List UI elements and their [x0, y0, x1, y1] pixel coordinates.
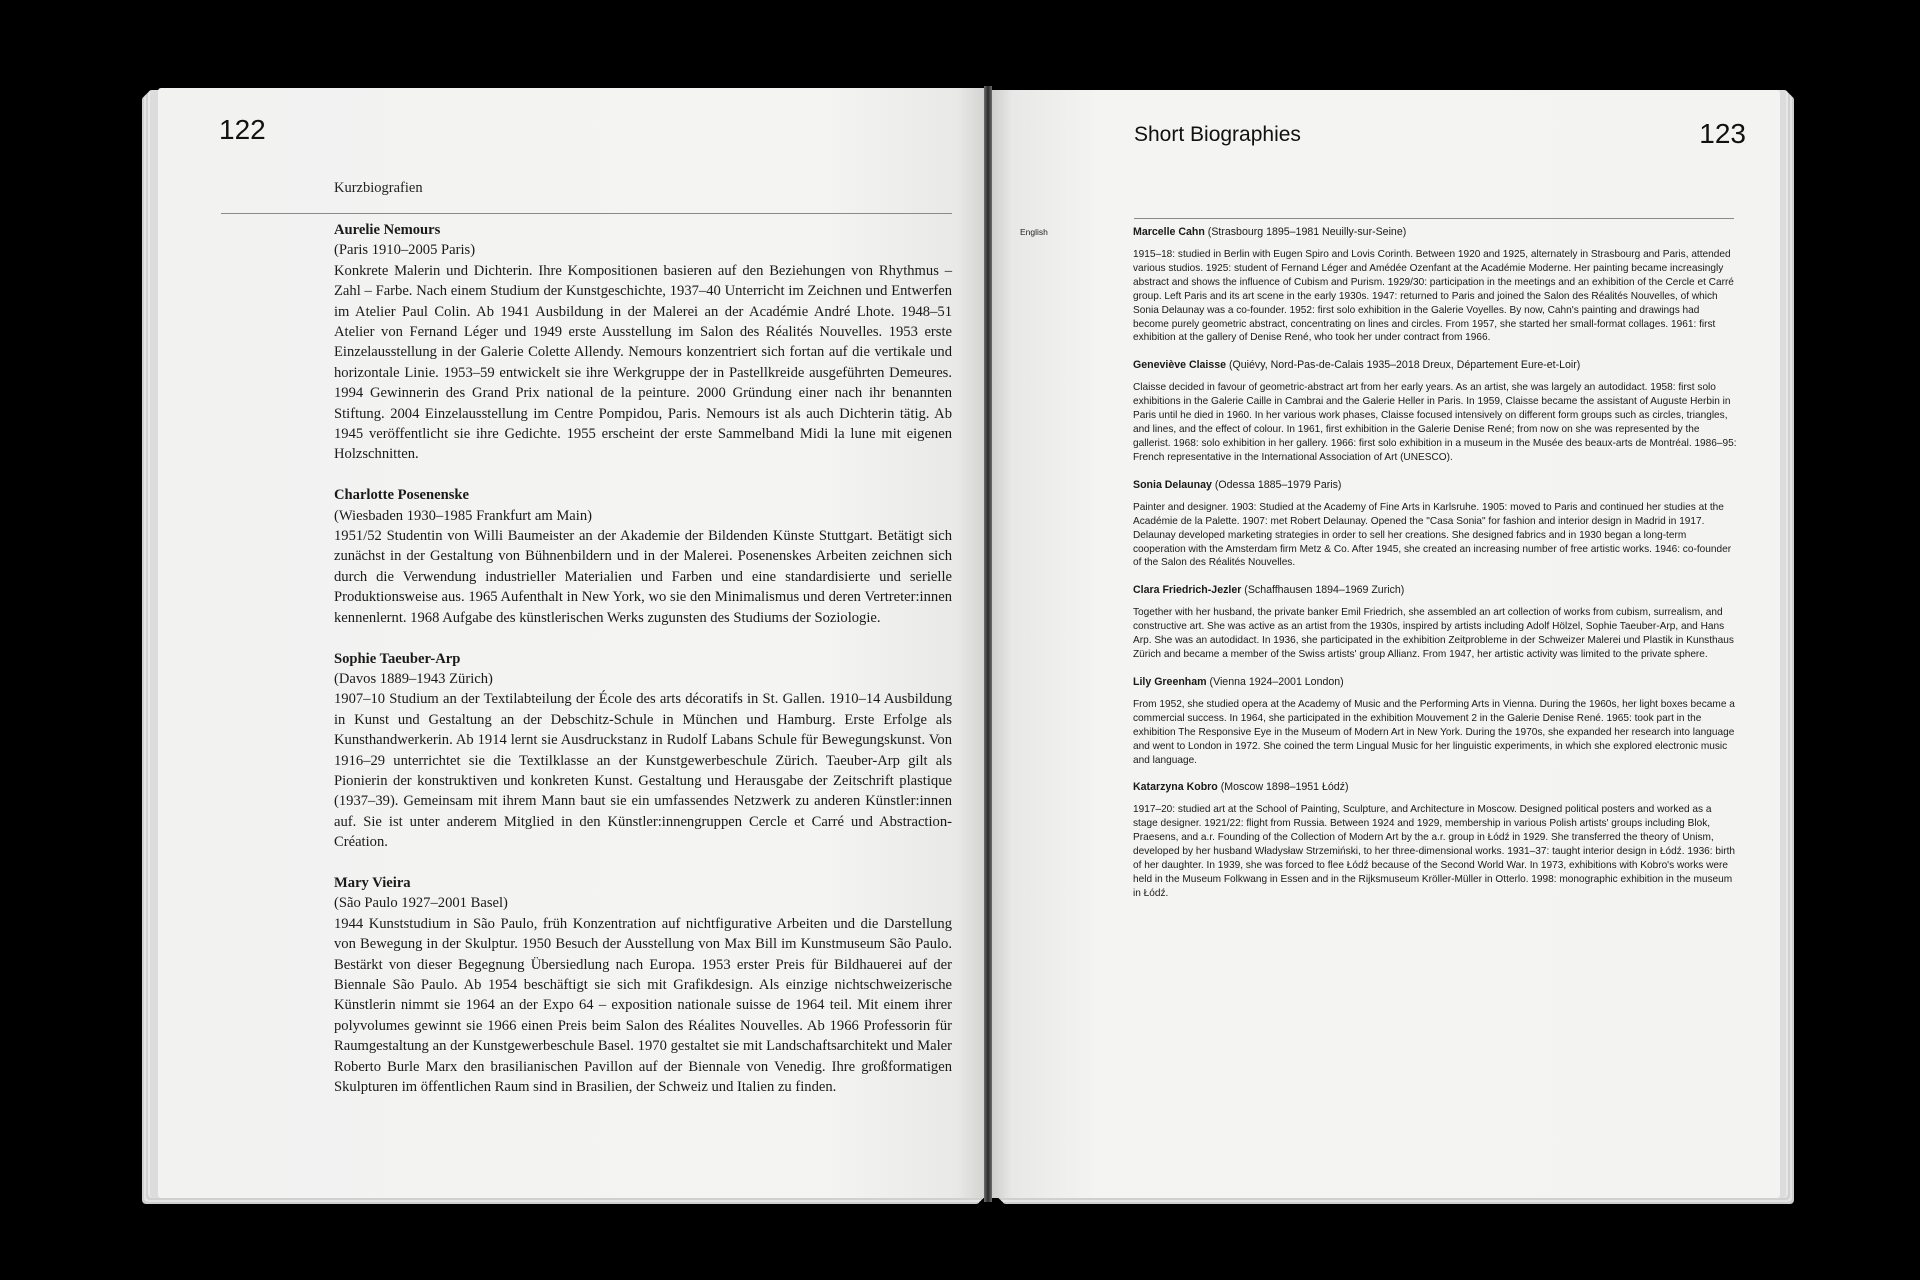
artist-name: Clara Friedrich-Jezler [1133, 584, 1242, 597]
entry-heading [1133, 224, 1738, 240]
artist-bio: Together with her husband, the private banker Emil Friedrich, she assembled an art collection of works from cubism, surrealism, and constructive art. She was active as an artist from the 1930s, inspired by artists including Adolf Hölzel, Sophie Taeuber-Arp, and Hans Arp. She was an autodidact. In 1936, she participated in the exhibition Zeitprobleme in der Schweizer Malerei und Plastik in Kunsthaus Zürich and became a member of the Swiss artists' group Allianz. From 1947, her artistic activity was limited to the private sphere. [1133, 607, 1734, 661]
artist-bio: 1951/52 Studentin von Willi Baumeister an der Akademie der Bildenden Künste Stuttgart. Betätigt sich zunächst in der Gestaltung von Bühnenbildern und in der Malerei. Posenenskes Arbeiten zeichnen sich durch die Verwendung industrieller Materialien und Farben und eine standardisierte und serielle Produktionsweise aus. 1965 Aufenthalt in New York, wo sie den Minimalismus und deren Vertreter:innen kennenlernt. 1968 Aufgabe des künstlerischen Werks zugunsten des Studiums der Soziologie. [334, 528, 952, 626]
entry-heading [1133, 357, 1738, 373]
biography-column-english [1133, 224, 1738, 913]
artist-name: Katarzyna Kobro [1133, 781, 1218, 794]
page-title: Short Biographies [1134, 123, 1301, 146]
artist-bio: 1907–10 Studium an der Textilabteilung der École des arts décoratifs in St. Gallen. 1910–14 Ausbildung in Kunst und Gestaltung an der Debschitz-Schule in München und Hamburg. Erste Erfolge als Kunsthandwerkerin. Ab 1914 lernt sie Ausdruckstanz in Rudolf Labans Schule für Bewegungskunst. Von 1916–29 unterrichtet sie die Textilklasse an der Kunstgewerbeschule Zürich. Taeuber-Arp gilt als Pionierin der konstruktiven und konkreten Kunst. Gestaltung und Herausgabe der Zeitschrift plastique (1937–39). Gemeinsam mit ihrem Mann baut sie ein umfassendes Netzwerk zu anderen Künstler:innen auf. Sie ist unter anderem Mitglied in den Künstler:innengruppen Cercle et Carré und Abstraction-Création. [334, 691, 952, 851]
entry-heading [1133, 477, 1738, 493]
biography-column-german [334, 220, 952, 1118]
biography-entry [1133, 224, 1738, 345]
artist-bio: Konkrete Malerin und Dichterin. Ihre Kompositionen basieren auf den Beziehungen von Rhythmus – Zahl – Farbe. Nach einem Studium der Kunstgeschichte, 1937–40 Unterricht im Zeichnen und Entwerfen im Atelier Paul Colin. Ab 1941 Ausbildung in der Malerei an der Académie André Lhote. 1948–51 Atelier von Fernand Léger und 1949 erste Ausstellung im Salon des Réalités Nouvelles. 1953 erste Einzelausstellung in der Galerie Colette Allendy. Nemours konzentriert sich fortan auf die vertikale und horizontale Linie. 1953–59 entwickelt sie ihre Werkgruppe der in Pastellkreide ausgeführten Demeures. 1994 Gewinnerin des Grand Prix national de la peinture. 2000 Gründung einer nach ihr benannten Stiftung. 2004 Einzelausstellung im Centre Pompidou, Paris. Nemours ist als auch Dichterin tätig. Ab 1945 veröffentlicht sie ihre Gedichte. 1955 erscheint der erste Sammelband Midi la lune mit eigenen Holzschnitten. [334, 262, 952, 463]
artist-bio: 1917–20: studied art at the School of Painting, Sculpture, and Architecture in Moscow. Designed political posters and worked as a stage designer. 1921/22: flight from Russia. Between 1924 and 1929, membership in various Polish artists' groups including Blok, Praesens, and a.r. Founding of the Collection of Modern Art by the a.r. group in Łódź in 1929. She transferred the theory of Unism, developed by her husband Władysław Strzemiński, to her three-dimensional works. 1931–37: taught interior design in Łódź. 1936: birth of her daughter. In 1939, she was forced to flee Łódź because of the Second World War. In 1973, exhibitions with Kobro's works were held in the Museum Folkwang in Essen and in the Rijksmuseum Kröller-Müller in Otterlo. 1998: monographic exhibition in the museum in Łódź. [1133, 804, 1736, 899]
header-rule-right [1134, 218, 1734, 219]
biography-entry [334, 649, 952, 853]
biography-entry [1133, 582, 1738, 662]
artist-dates: (Schaffhausen 1894–1969 Zurich) [1244, 584, 1405, 597]
artist-bio: From 1952, she studied opera at the Academy of Music and the Performing Arts in Vienna. During the 1960s, her light boxes became a commercial success. In 1964, she participated in the exhibition Mouvement 2 in the Galerie Denise René. 1965: took part in the exhibition The Responsive Eye in the Museum of Modern Art in New York. During the 1970s, she expanded her research into language and went to London in 1972. She coined the term Lingual Music for her linguistic experiments, in which she explored electronic music and language. [1133, 698, 1735, 766]
entry-heading [1133, 674, 1738, 690]
artist-dates: (Moscow 1898–1951 Łódź) [1220, 781, 1349, 794]
artist-dates: (Davos 1889–1943 Zürich) [334, 670, 493, 687]
page-number-left: 122 [219, 114, 266, 145]
artist-name: Mary Vieira [334, 874, 411, 891]
artist-dates: (São Paulo 1927–2001 Basel) [334, 895, 508, 912]
artist-dates: (Odessa 1885–1979 Paris) [1214, 478, 1342, 491]
artist-name: Aurelie Nemours [334, 222, 441, 238]
biography-entry [1133, 357, 1738, 464]
left-page [158, 88, 990, 1198]
artist-dates: (Strasbourg 1895–1981 Neuilly-sur-Seine) [1207, 226, 1407, 238]
artist-name: Geneviève Claisse [1133, 359, 1227, 372]
artist-name: Charlotte Posenenske [334, 487, 469, 504]
entry-heading [1133, 582, 1738, 598]
page-number-right: 123 [1699, 118, 1746, 149]
artist-dates: (Quiévy, Nord-Pas-de-Calais 1935–2018 Dreux, Département Eure-et-Loir) [1229, 359, 1581, 372]
artist-name: Lily Greenham [1133, 675, 1207, 688]
artist-dates: (Wiesbaden 1930–1985 Frankfurt am Main) [334, 507, 592, 524]
language-label: English [1020, 227, 1048, 237]
artist-name: Sophie Taeuber-Arp [334, 650, 461, 667]
right-page [988, 90, 1780, 1198]
header-rule-left [221, 213, 952, 214]
biography-entry [1133, 477, 1738, 571]
artist-bio: Painter and designer. 1903: Studied at the Academy of Fine Arts in Karlsruhe. 1905: moved to Paris and continued her studies at the Académie de la Palette. 1907: met Robert Delaunay. Opened the "Casa Sonia" for fashion and interior design in Madrid in 1917. Delaunay developed marketing strategies in order to sell her creations. She designed fabrics and in 1930 began a long-term cooperation with the Amsterdam firm Metz & Co. After 1945, she created an increasing number of free artistic works. 1946: co-founder of the Salon des Réalités Nouvelles. [1133, 501, 1732, 569]
biography-entry [334, 873, 952, 1097]
book-gutter [984, 86, 992, 1202]
artist-bio: 1944 Kunststudium in São Paulo, früh Konzentration auf nichtfigurative Arbeiten und die Darstellung von Bewegung in der Skulptur. 1950 Besuch der Ausstellung von Max Bill im Kunstmuseum São Paulo. Bestärkt von dieser Begegnung Übersiedlung nach Europa. 1953 erster Preis für Bildhauerei auf der Biennale São Paulo. Ab 1954 beschäftigt sie sich mit Grafikdesign. Als einzige nichtschweizerische Künstlerin nimmt sie 1964 an der Expo 64 – exposition nationale suisse de 1964 teil. Mit einem ihrer polyvolumes gewinnt sie 1966 einen Preis beim Salon des Réalites Nouvelles. Ab 1966 Professorin für Raumgestaltung an der Kunstgewerbeschule Basel. 1970 gestaltet sie mit Landschaftsarchitekt und Maler Roberto Burle Marx den brasilianischen Pavillon auf der Biennale von Venedig. Ihre großformatigen Skulpturen im öffentlichen Raum sind in Brasilien, der Schweiz und Italien zu finden. [334, 915, 952, 1096]
artist-name: Sonia Delaunay [1133, 478, 1212, 491]
biography-entry [334, 485, 952, 628]
artist-name: Marcelle Cahn [1133, 226, 1205, 238]
artist-dates: (Vienna 1924–2001 London) [1209, 675, 1344, 688]
artist-bio: 1915–18: studied in Berlin with Eugen Spiro and Lovis Corinth. Between 1920 and 1925, alternately in Strasbourg and Paris, attended various studios. 1925: student of Fernand Léger and Amédée Ozenfant at the Académie Moderne. Her painting became increasingly abstract and shows the influence of Cubism and Purism. 1929/30: participation in the meetings and an exhibition of the Cercle et Carré group. Left Paris and its art scene in the early 1930s. 1947: returned to Paris and joined the Salon des Réalités Nouvelles, of which Sonia Delaunay was a co-founder. 1952: first solo exhibition in the Galerie Voyelles. By now, Cahn's painting and drawings had become purely geometric abstract, concentrating on lines and circles. From 1957, she started her small-format collages. 1961: first exhibition at the gallery of Denise René, who took her under contract from 1966. [1133, 249, 1734, 344]
entry-heading [1133, 779, 1738, 795]
biography-entry [334, 220, 952, 465]
artist-bio: Claisse decided in favour of geometric-abstract art from her early years. As an artist, she was largely an autodidact. 1958: first solo exhibitions in the Galerie Caille in Cambrai and the Galerie Heller in Paris. In 1959, Claisse became the assistant of Auguste Herbin in Paris until he died in 1960. In her various work phases, Claisse focused intensively on different form groups such as circles, triangles, and lines, and the effect of colour. In 1961, first exhibition in the Galerie Denise René; from now on she was represented by the gallerist. 1968: solo exhibition in her gallery. 1966: first solo exhibition in a museum in the Musée des beaux-arts de Montréal. 1986–95: French representative in the International Association of Art (UNESCO). [1133, 382, 1737, 463]
artist-dates: (Paris 1910–2005 Paris) [334, 242, 476, 259]
biography-entry [1133, 674, 1738, 768]
biography-entry [1133, 779, 1738, 900]
running-head-left: Kurzbiografien [334, 180, 423, 196]
